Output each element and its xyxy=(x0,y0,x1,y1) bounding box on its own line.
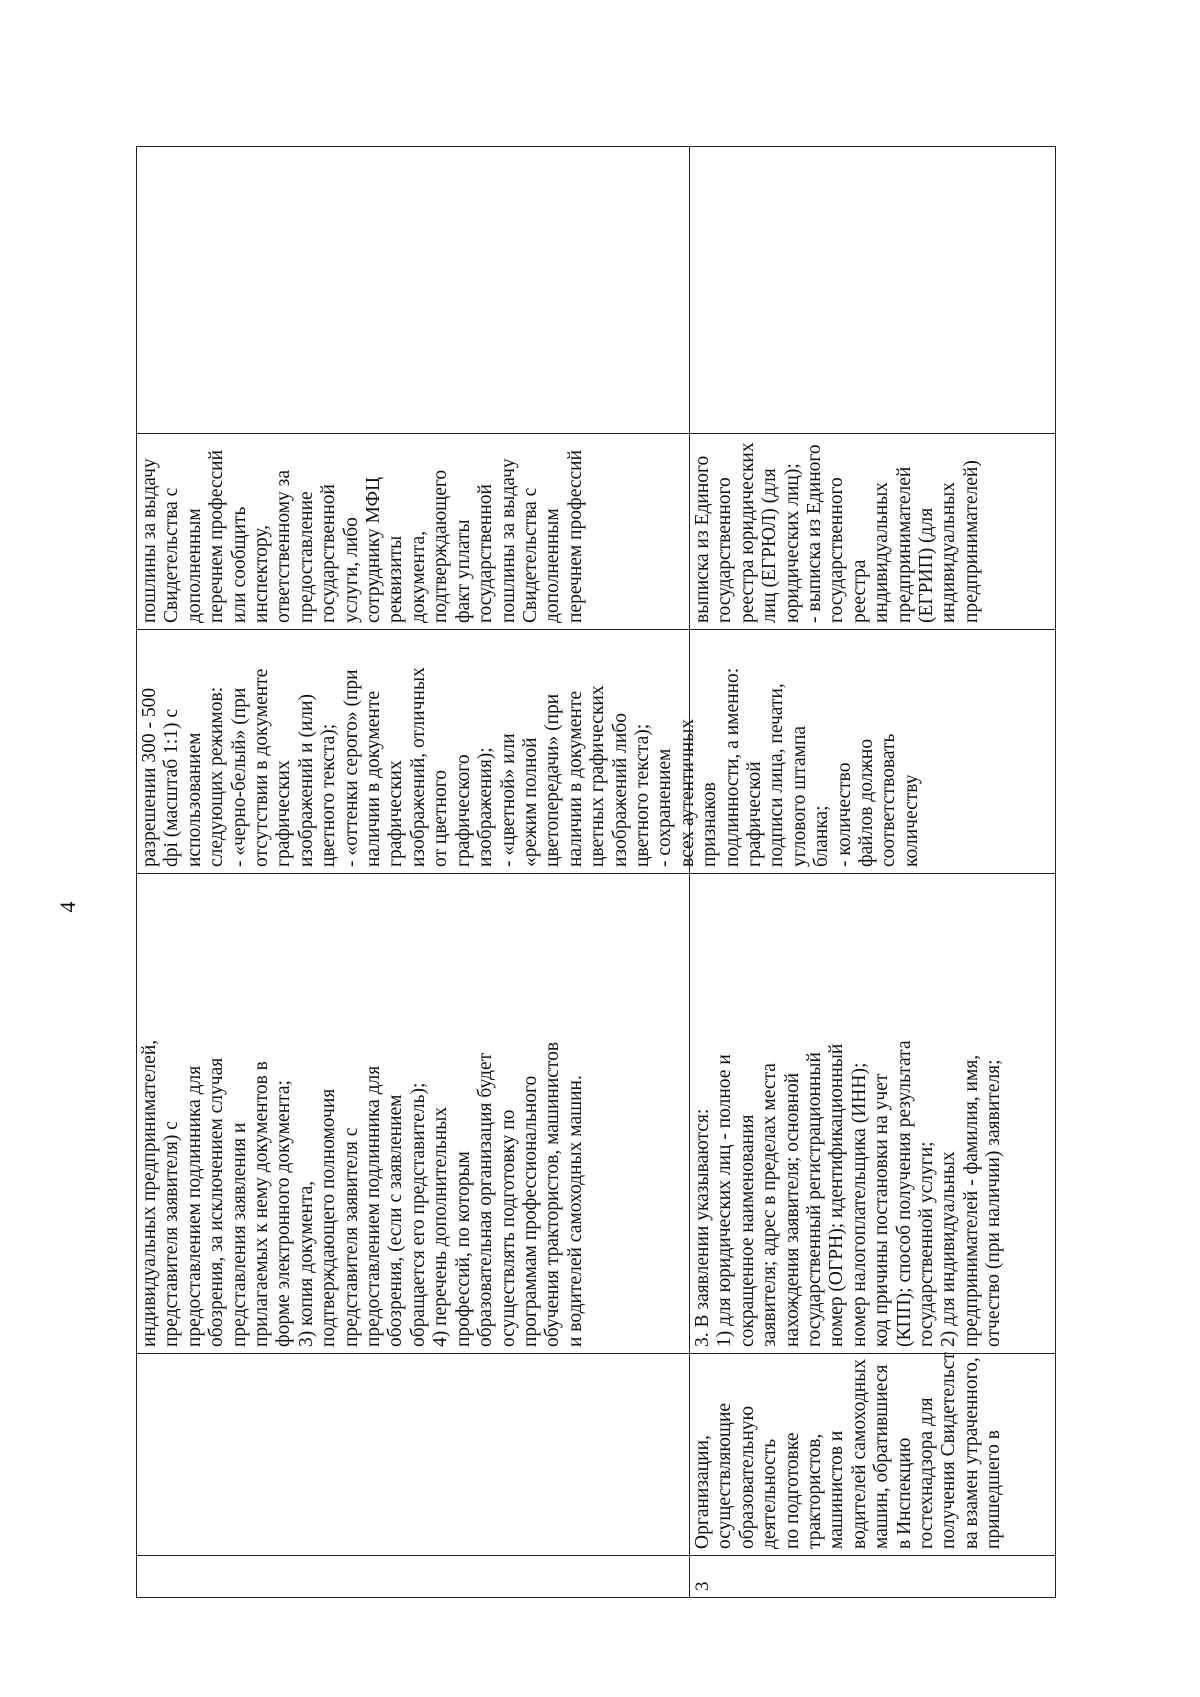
cell-text-line: предпринимателей xyxy=(893,466,915,623)
row-number-cell xyxy=(690,1555,1055,1597)
cell-text-line: соответствовать xyxy=(878,733,900,867)
cell-text-line: всех аутентичных xyxy=(676,718,698,867)
cell-text-line: обучения трактористов, машинистов xyxy=(542,1041,564,1347)
cell-text-line: по подготовке xyxy=(781,1432,803,1549)
cell-text-line: изображений и (или) xyxy=(295,693,317,867)
cell-text-line: образовательная организация будет xyxy=(475,1052,497,1347)
cell-text-line: образовательную xyxy=(736,1405,758,1549)
notes-cell xyxy=(137,147,689,433)
cell-text-line: деятельность xyxy=(759,1438,781,1549)
cell-text-line: предоставлением подлинника для xyxy=(363,1065,385,1347)
cell-text-line: индивидуальных предпринимателей, xyxy=(139,1039,160,1347)
cell-text-line: обозрения, (если с заявлением xyxy=(385,1094,407,1347)
cell-text-line: номер налогоплательщика (ИНН); xyxy=(848,1062,870,1347)
cell-text-line: отчество (при наличии) заявителя; xyxy=(983,1059,1005,1347)
cell-text-line: номер (ОГРН); идентификационный xyxy=(826,1043,848,1347)
cell-text-line: цветных графических xyxy=(587,685,609,867)
cell-text-line: графических xyxy=(385,760,407,867)
cell-text-line: 4) перечень дополнительных xyxy=(430,1106,452,1347)
cell-text-line: - «оттенки серого» (при xyxy=(340,669,362,867)
cell-text-line: в Инспекцию xyxy=(893,1437,915,1549)
cell-text-line: индивидуальных xyxy=(871,481,893,623)
cell-text-line: Свидетельства с xyxy=(161,487,183,623)
cell-text-line: дополненным xyxy=(183,508,205,623)
cell-text-line: перечнем профессий xyxy=(206,449,228,623)
interdepartmental-cell xyxy=(690,433,1055,629)
cell-text-line: инспектору, xyxy=(251,524,273,623)
cell-text-line: - «цветной» или xyxy=(497,733,519,867)
cell-text-line: профессий, по которым xyxy=(452,1151,474,1347)
cell-text-line: факт уплаты xyxy=(452,519,474,623)
applicant-cell xyxy=(137,1353,689,1555)
cell-text-line: графических xyxy=(273,760,295,867)
cell-text-line: представления заявления и xyxy=(228,1122,250,1347)
cell-text-line: - сохранением xyxy=(654,748,676,867)
cell-text-line: подписи лица, печати, xyxy=(766,683,788,867)
notes-cell xyxy=(690,147,1055,433)
cell-text-line: (ЕГРИП) (для xyxy=(916,507,938,623)
electronic-format-cell xyxy=(137,629,922,873)
cell-text-line: пошлины за выдачу xyxy=(139,458,160,623)
cell-text-line: реестра xyxy=(848,559,870,623)
cell-text-line: признаков xyxy=(699,782,721,867)
cell-text-line: прилагаемых к нему документов в xyxy=(251,1061,273,1347)
cell-text-line: «режим полной xyxy=(519,737,541,867)
cell-text-line: код причины постановки на учет xyxy=(871,1073,893,1347)
interdepartmental-cell xyxy=(137,433,689,629)
cell-text-line: осуществляющие xyxy=(714,1402,736,1549)
cell-text-line: государственный регистрационный xyxy=(804,1052,826,1347)
cell-text-line: дополненным xyxy=(542,508,564,623)
cell-text-line: цветного текста); xyxy=(631,723,653,867)
cell-text-line: сокращенное наименования xyxy=(736,1114,758,1347)
cell-text-line: ва взамен утраченного, xyxy=(960,1357,982,1549)
cell-text-line: выписка из Единого xyxy=(692,455,713,623)
cell-text-line: государственного xyxy=(826,477,848,623)
cell-text-line: подтверждающего полномочия xyxy=(318,1088,340,1347)
cell-text-line: цветного текста); xyxy=(318,723,340,867)
row-number-cell xyxy=(137,1555,689,1597)
cell-text-line: dpi (масштаб 1:1) с xyxy=(161,709,183,867)
cell-text-line: - «черно-белый» (при xyxy=(228,687,250,867)
row-number: 3 xyxy=(692,1581,713,1591)
requirements-cell xyxy=(690,873,1055,1353)
cell-text-line: и водителей самоходных машин. xyxy=(564,1075,586,1347)
cell-text-line: юридических лиц); xyxy=(781,463,803,623)
cell-text-line: - количество xyxy=(833,762,855,867)
cell-text-line: представителя заявителя с xyxy=(340,1127,362,1347)
page-number: 4 xyxy=(55,901,80,913)
cell-text-line: государственной xyxy=(318,484,340,623)
cell-text-line: наличии в документе xyxy=(564,690,586,867)
cell-text-line: индивидуальных xyxy=(938,481,960,623)
cell-text-line: графического xyxy=(452,754,474,867)
cell-text-line: гостехнадзора для xyxy=(916,1397,938,1549)
cell-text-line: услуги, либо xyxy=(340,517,362,623)
cell-text-line: графической xyxy=(743,761,765,867)
cell-text-line: государственной услуги; xyxy=(916,1141,938,1347)
cell-text-line: нахождения заявителя; основной xyxy=(781,1072,803,1347)
cell-text-line: реестра юридических xyxy=(736,442,758,623)
cell-text-line: Свидетельства с xyxy=(519,487,541,623)
electronic-format-cell xyxy=(690,629,1055,873)
cell-text-line: машин, обратившиеся xyxy=(871,1364,893,1549)
cell-text-line: от цветного xyxy=(430,769,452,867)
cell-text-line: следующих режимов: xyxy=(206,686,228,867)
cell-text-line: изображения); xyxy=(475,747,497,867)
cell-text-line: осуществлять подготовку по xyxy=(497,1109,519,1347)
services-table xyxy=(136,146,1056,1598)
cell-text-line: пришедшего в xyxy=(983,1430,1005,1549)
cell-text-line: файлов должно xyxy=(856,738,877,867)
cell-text-line: реквизиты xyxy=(385,535,407,623)
cell-text-line: государственной xyxy=(475,484,497,623)
cell-text-line: использованием xyxy=(183,732,205,867)
cell-text-line: разрешении 300 - 500 xyxy=(139,687,160,867)
applicant-cell xyxy=(690,1353,1055,1555)
cell-text-line: подлинности, а именно: xyxy=(721,667,743,867)
cell-text-line: предоставлением подлинника для xyxy=(183,1065,205,1347)
cell-text-line: 3. В заявлении указываются: xyxy=(692,1108,713,1347)
cell-text-line: получения Свидетельст xyxy=(938,1352,960,1549)
cell-text-line: изображений, отличных xyxy=(407,667,429,867)
cell-text-line: цветопередачи» (при xyxy=(542,693,564,867)
cell-text-line: машинистов и xyxy=(826,1430,848,1549)
cell-text-line: обращается его представитель); xyxy=(407,1082,429,1347)
cell-text-line: наличии в документе xyxy=(363,690,385,867)
cell-text-line: количеству xyxy=(900,774,922,867)
cell-text-line: углового штампа xyxy=(788,725,810,867)
cell-text-line: бланка; xyxy=(811,805,833,867)
cell-text-line: представителя заявителя) с xyxy=(161,1121,183,1347)
cell-text-line: перечнем профессий xyxy=(564,449,586,623)
cell-text-line: отсутствии в документе xyxy=(251,668,273,867)
cell-text-line: 3) копия документа, xyxy=(295,1180,317,1347)
cell-text-line: государственного xyxy=(714,477,736,623)
cell-text-line: сотруднику МФЦ xyxy=(363,476,385,623)
cell-text-line: заявителя; адрес в пределах места xyxy=(759,1063,781,1347)
requirements-cell xyxy=(137,873,689,1353)
table-row xyxy=(689,146,1056,1598)
cell-text-line: трактористов, xyxy=(804,1433,826,1549)
cell-text-line: (КПП); способ получения результата xyxy=(893,1040,915,1347)
cell-text-line: предпринимателей - фамилия, имя, xyxy=(960,1054,982,1347)
cell-text-line: - выписка из Единого xyxy=(804,444,826,623)
cell-text-line: предпринимателей) xyxy=(960,460,982,623)
cell-text-line: подтверждающего xyxy=(430,469,452,623)
cell-text-line: водителей самоходных xyxy=(848,1358,870,1549)
cell-text-line: 2) для индивидуальных xyxy=(938,1151,960,1347)
cell-text-line: пошлины за выдачу xyxy=(497,458,519,623)
cell-text-line: или сообщить xyxy=(228,506,250,623)
cell-text-line: ответственному за xyxy=(273,469,295,623)
cell-text-line: изображений либо xyxy=(609,713,631,867)
cell-text-line: лиц (ЕГРЮЛ) (для xyxy=(759,468,781,623)
cell-text-line: форме электронного документа; xyxy=(273,1080,295,1347)
cell-text-line: предоставление xyxy=(295,491,317,623)
cell-text-line: программам профессионального xyxy=(519,1075,541,1347)
cell-text-line: 1) для юридических лиц - полное и xyxy=(714,1054,736,1347)
cell-text-line: обозрения, за исключением случая xyxy=(206,1057,228,1347)
cell-text-line: Организации, xyxy=(692,1435,713,1549)
cell-text-line: документа, xyxy=(407,530,429,623)
